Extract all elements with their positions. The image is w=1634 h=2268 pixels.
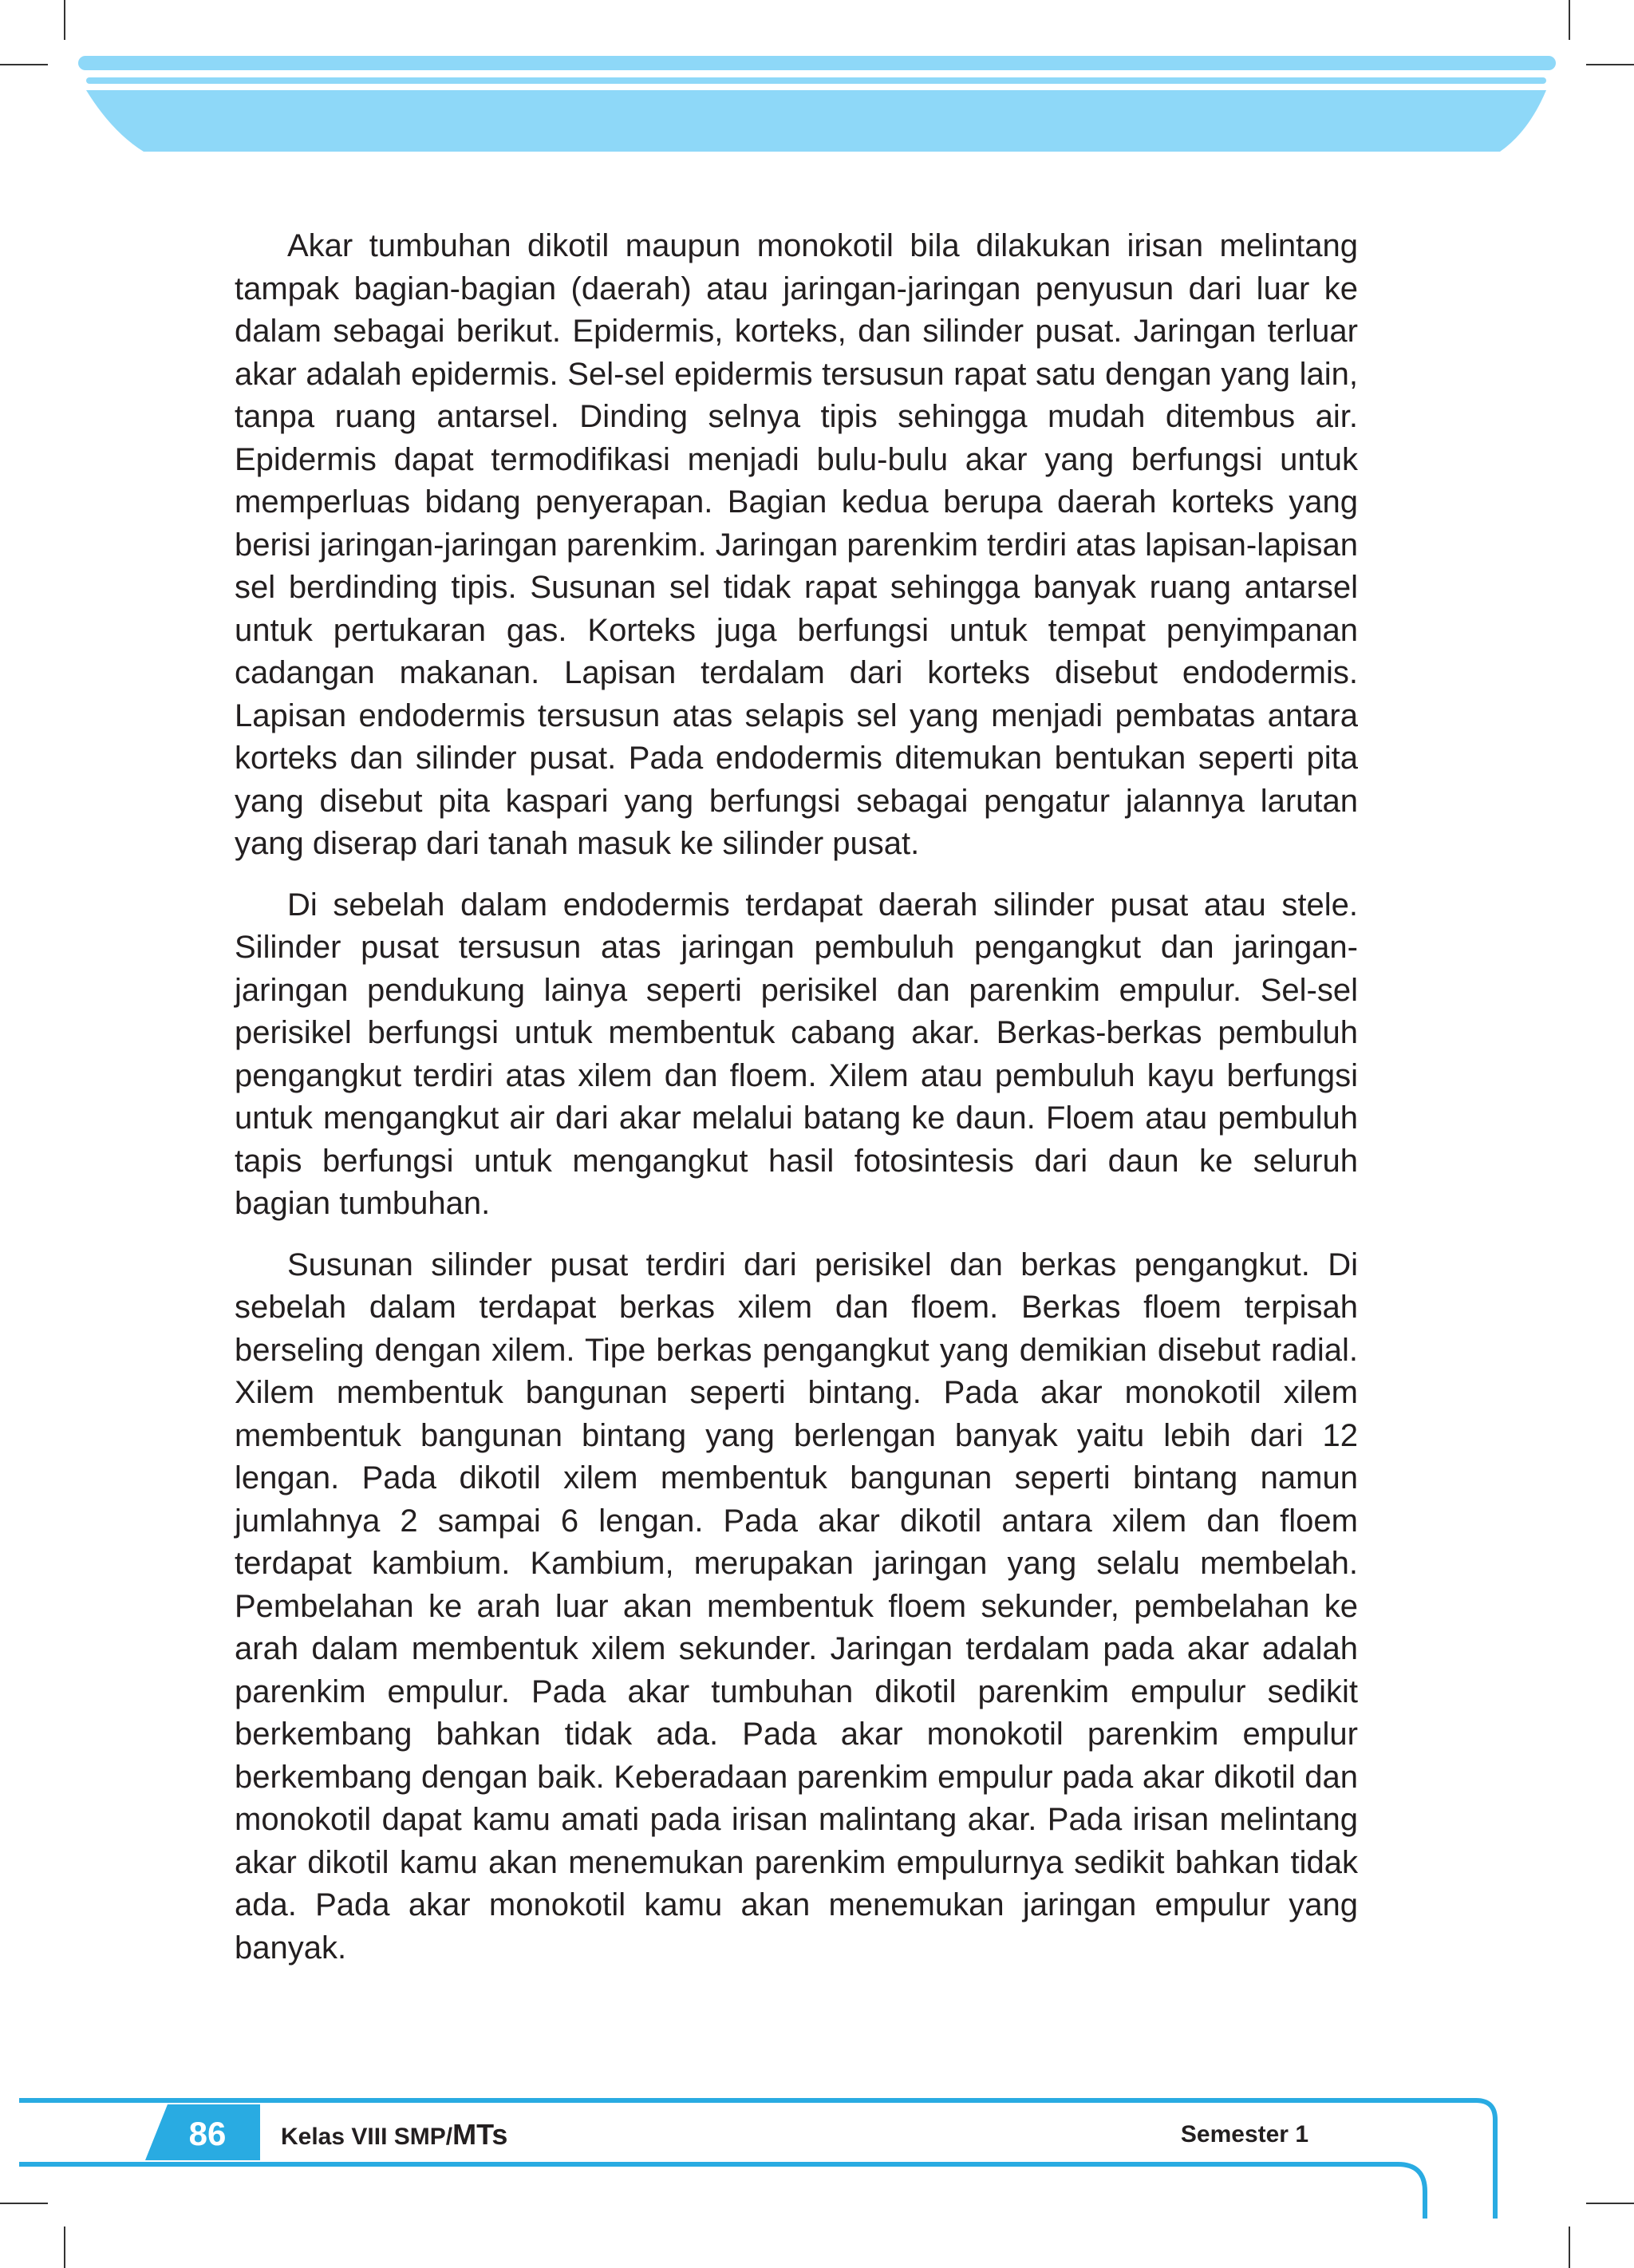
body-text bbox=[235, 225, 1358, 1988]
footer-bottom-line bbox=[19, 2164, 1425, 2219]
paragraph-3: Susunan silinder pusat terdiri dari perisikel dan berkas pengangkut. Di sebelah dalam terdapat berkas xilem dan floem. Berkas floem terpisah berseling dengan xilem. Tipe berkas pengangkut yang demikian disebut radial. Xilem membentuk bangunan seperti bintang. Pada akar monokotil xilem membentuk bangunan bintang yang berlengan banyak yaitu lebih dari 12 lengan. Pada dikotil xilem membentuk bangunan seperti bintang namun jumlahnya 2 sampai 6 lengan. Pada akar dikotil antara xilem dan floem terdapat kambium. Kambium, merupakan jaringan yang selalu membelah. Pembelahan ke arah luar akan membentuk floem sekunder, pembelahan ke arah dalam membentuk xilem sekunder. Jaringan terdalam pada akar adalah parenkim empulur. Pada akar tumbuhan dikotil parenkim empulur sedikit berkembang bahkan tidak ada. Pada akar monokotil parenkim empulur berkembang dengan baik. Keberadaan parenkim empulur pada akar dikotil dan monokotil dapat kamu amati pada irisan malintang akar. Pada irisan melintang akar dikotil kamu akan menemukan parenkim empulurnya sedikit bahkan tidak ada. Pada akar monokotil kamu akan menemukan jaringan empulur yang banyak. bbox=[235, 1247, 1358, 1966]
paragraph-2: Di sebelah dalam endodermis terdapat daerah silinder pusat atau stele. Silinder pusat tersusun atas jaringan pembuluh pengangkut dan jaringan-jaringan pendukung lainya seperti perisikel dan parenkim empulur. Sel-sel perisikel berfungsi untuk membentuk cabang akar. Berkas-berkas pembuluh pengangkut terdiri atas xilem dan floem. Xilem atau pembuluh kayu berfungsi untuk mengangkut air dari akar melalui batang ke daun. Floem atau pembuluh tapis berfungsi untuk mengangkut hasil fotosintesis dari daun ke seluruh bagian tumbuhan. bbox=[235, 887, 1358, 1221]
header-stripe-bottom bbox=[86, 90, 1546, 152]
semester-label: Semester 1 bbox=[1180, 2121, 1308, 2147]
class-label-prefix: Kelas VIII SMP/ bbox=[281, 2124, 453, 2150]
header-stripe-top bbox=[78, 56, 1556, 70]
class-label bbox=[281, 2115, 507, 2155]
header-stripe-middle bbox=[86, 77, 1546, 84]
header-band bbox=[0, 0, 1634, 160]
class-label-suffix: MTs bbox=[452, 2118, 508, 2151]
page-number: 86 bbox=[188, 2115, 227, 2152]
paragraph-1: Akar tumbuhan dikotil maupun monokotil bila dilakukan irisan melintang tampak bagian-bagian (daerah) atau jaringan-jaringan penyusun dari luar ke dalam sebagai berikut. Epidermis, korteks, dan silinder pusat. Jaringan terluar akar adalah epidermis. Sel-sel epidermis tersusun rapat satu dengan yang lain, tanpa ruang antarsel. Dinding selnya tipis sehingga mudah ditembus air. Epidermis dapat termodifikasi menjadi bulu-bulu akar yang berfungsi untuk memperluas bidang penyerapan. Bagian kedua berupa daerah korteks yang berisi jaringan-jaringan parenkim. Jaringan parenkim terdiri atas lapisan-lapisan sel berdinding tipis. Susunan sel tidak rapat sehingga banyak ruang antarsel untuk pertukaran gas. Korteks juga berfungsi untuk tempat penyimpanan cadangan makanan. Lapisan terdalam dari korteks disebut endodermis. Lapisan endodermis tersusun atas selapis sel yang menjadi pembatas antara korteks dan silinder pusat. Pada endodermis ditemukan bentukan seperti pita yang disebut pita kaspari yang berfungsi sebagai pengatur jalannya larutan yang diserap dari tanah masuk ke silinder pusat. bbox=[235, 228, 1358, 861]
